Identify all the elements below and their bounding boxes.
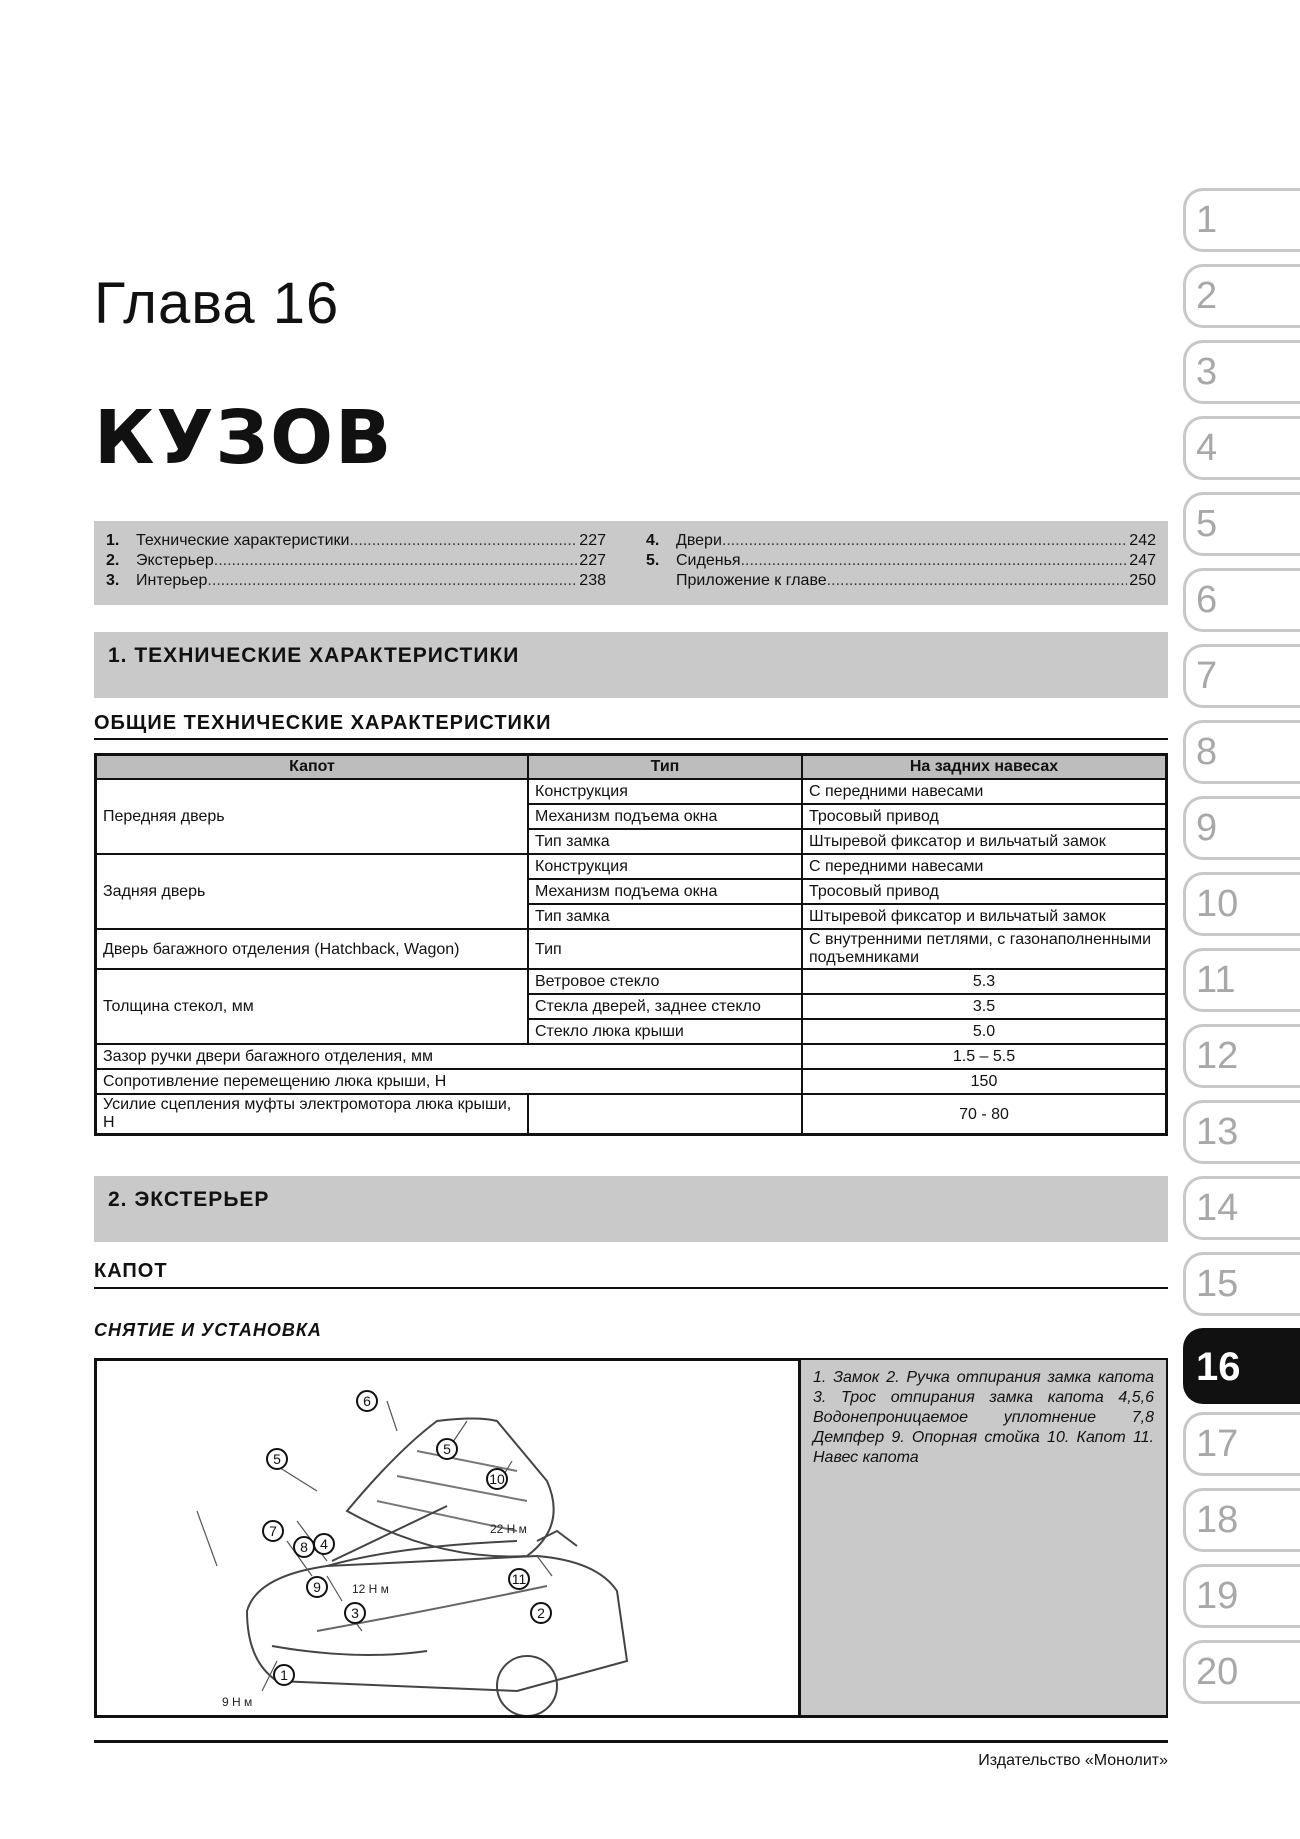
tab-12[interactable]: 12: [1183, 1024, 1300, 1088]
divider: [94, 738, 1168, 740]
toc-item[interactable]: [646, 551, 1156, 571]
table-cell: 5.0: [802, 1019, 1167, 1044]
table-cell: Стекла дверей, заднее стекло: [528, 994, 802, 1019]
tab-6[interactable]: 6: [1183, 568, 1300, 632]
row-label: Сопротивление перемещению люка крыши, Н: [96, 1069, 803, 1094]
toc-num: 2.: [106, 552, 120, 569]
table-cell: Стекло люка крыши: [528, 1019, 802, 1044]
table-cell: Штыревой фиксатор и вильчатый замок: [802, 904, 1167, 929]
table-cell: Штыревой фиксатор и вильчатый замок: [802, 829, 1167, 854]
tab-2[interactable]: 2: [1183, 264, 1300, 328]
toc-name: Приложение к главе: [676, 572, 827, 589]
tab-7[interactable]: 7: [1183, 644, 1300, 708]
divider: [94, 1287, 1168, 1289]
table-cell: Тросовый привод: [802, 879, 1167, 904]
table-row: [96, 1094, 1167, 1135]
callout: [314, 1534, 334, 1554]
tab-15[interactable]: 15: [1183, 1252, 1300, 1316]
tab-11[interactable]: 11: [1183, 948, 1300, 1012]
toc-name: Экстерьер: [136, 552, 214, 569]
toc-num: [646, 571, 676, 591]
torque-label: 9 Н м: [222, 1695, 253, 1709]
subsection-subtitle: СНЯТИЕ И УСТАНОВКА: [94, 1320, 322, 1340]
svg-text:1: 1: [280, 1667, 288, 1683]
section-title: 1. ТЕХНИЧЕСКИЕ ХАРАКТЕРИСТИКИ: [108, 644, 520, 667]
svg-text:8: 8: [300, 1539, 308, 1555]
torque-label: 12 Н м: [352, 1582, 389, 1596]
callout: [487, 1469, 507, 1489]
callout: [267, 1449, 287, 1469]
table-cell: Механизм подъема окна: [528, 879, 802, 904]
chapter-title: КУЗОВ: [94, 395, 394, 481]
table-cell: Ветровое стекло: [528, 969, 802, 994]
toc-page: 238: [579, 572, 606, 589]
tab-17[interactable]: 17: [1183, 1412, 1300, 1476]
table-cell: 150: [802, 1069, 1167, 1094]
tab-10[interactable]: 10: [1183, 872, 1300, 936]
table-cell: [528, 1094, 802, 1135]
table-row: [96, 929, 1167, 969]
svg-text:10: 10: [489, 1471, 505, 1487]
table-cell: Тросовый привод: [802, 804, 1167, 829]
table-cell: Тип замка: [528, 829, 802, 854]
table-cell: С передними навесами: [802, 854, 1167, 879]
svg-text:9: 9: [313, 1579, 321, 1595]
callout: [531, 1603, 551, 1623]
section-header-exterior: [94, 1176, 1168, 1242]
toc-num: 1.: [106, 532, 120, 549]
row-label: Дверь багажного отделения (Hatchback, Wagon): [96, 929, 529, 969]
svg-text:5: 5: [443, 1441, 451, 1457]
callout: [274, 1665, 294, 1685]
tab-3[interactable]: 3: [1183, 340, 1300, 404]
toc-page: 250: [1129, 572, 1156, 589]
callout: [345, 1603, 365, 1623]
row-label: Зазор ручки двери багажного отделения, мм: [96, 1044, 803, 1069]
publisher-footer: Издательство «Монолит»: [978, 1752, 1168, 1769]
svg-text:4: 4: [320, 1536, 328, 1552]
torque-label: 22 Н м: [490, 1522, 527, 1536]
callout: [263, 1521, 283, 1541]
toc-page: 227: [579, 552, 606, 569]
toc-num: 5.: [646, 552, 660, 569]
table-row: [96, 969, 1167, 994]
hood-diagram: [97, 1361, 801, 1715]
svg-text:11: 11: [511, 1571, 527, 1587]
table-cell: Тип замка: [528, 904, 802, 929]
tab-13[interactable]: 13: [1183, 1100, 1300, 1164]
toc-item[interactable]: [106, 531, 606, 551]
table-cell: 5.3: [802, 969, 1167, 994]
subsection-title: ОБЩИЕ ТЕХНИЧЕСКИЕ ХАРАКТЕРИСТИКИ: [94, 712, 552, 734]
specs-table: [94, 753, 1168, 1136]
svg-text:7: 7: [269, 1523, 277, 1539]
svg-text:2: 2: [537, 1605, 545, 1621]
section-header-specs: [94, 632, 1168, 698]
table-cell: С внутренними петлями, с газонаполненными подъемниками: [802, 929, 1167, 969]
table-cell: 70 - 80: [802, 1094, 1167, 1135]
table-cell: Тип: [528, 929, 802, 969]
row-label: Передняя дверь: [96, 779, 529, 854]
callout: [307, 1577, 327, 1597]
footer-divider: [94, 1740, 1168, 1743]
figure-caption: 1. Замок 2. Ручка отпирания замка капота 3. Трос отпирания замка капота 4,5,6 Водонепроницаемое уплотнение 7,8 Демпфер 9. Опорная стойка 10. Капот 11. Навес капота: [798, 1360, 1166, 1715]
tab-19[interactable]: 19: [1183, 1564, 1300, 1628]
tab-4[interactable]: 4: [1183, 416, 1300, 480]
tab-5[interactable]: 5: [1183, 492, 1300, 556]
wheel: [497, 1656, 557, 1715]
row-label: Толщина стекол, мм: [96, 969, 529, 1044]
toc-item[interactable]: [646, 531, 1156, 551]
callout: [357, 1391, 377, 1411]
hinge: [537, 1531, 577, 1546]
toc-name: Интерьер: [136, 572, 208, 589]
toc-num: 3.: [106, 572, 120, 589]
svg-text:3: 3: [351, 1605, 359, 1621]
column-header: Тип: [528, 755, 802, 780]
table-row: [96, 779, 1167, 804]
row-label: Задняя дверь: [96, 854, 529, 929]
toc-page: 242: [1129, 532, 1156, 549]
svg-text:6: 6: [363, 1393, 371, 1409]
table-cell: 3.5: [802, 994, 1167, 1019]
tab-18[interactable]: 18: [1183, 1488, 1300, 1552]
table-cell: 1.5 – 5.5: [802, 1044, 1167, 1069]
section-title: 2. ЭКСТЕРЬЕР: [108, 1188, 270, 1211]
table-cell: С передними навесами: [802, 779, 1167, 804]
tab-16[interactable]: 16: [1183, 1328, 1300, 1404]
toc-num: 4.: [646, 532, 660, 549]
subsection-title: КАПОТ: [94, 1260, 168, 1282]
tab-8[interactable]: 8: [1183, 720, 1300, 784]
tab-9[interactable]: 9: [1183, 796, 1300, 860]
table-header-row: [96, 755, 1167, 780]
column-header: Капот: [96, 755, 529, 780]
toc-name: Сиденья: [676, 552, 741, 569]
table-row: [96, 1069, 1167, 1094]
tab-14[interactable]: 14: [1183, 1176, 1300, 1240]
chapter-label: Глава 16: [94, 271, 340, 336]
toc-item[interactable]: [106, 551, 606, 571]
chapter-toc: [94, 521, 1168, 605]
toc-name: Технические характеристики: [136, 532, 350, 549]
callout: [437, 1439, 457, 1459]
column-header: На задних навесах: [802, 755, 1167, 780]
table-row: [96, 854, 1167, 879]
tab-20[interactable]: 20: [1183, 1640, 1300, 1704]
callout: [509, 1569, 529, 1589]
tab-1[interactable]: 1: [1183, 188, 1300, 252]
table-row: [96, 1044, 1167, 1069]
bumper-line: [272, 1646, 427, 1655]
toc-item[interactable]: [646, 571, 1156, 591]
toc-page: 227: [579, 532, 606, 549]
car-body-outline: [247, 1556, 627, 1691]
table-cell: Механизм подъема окна: [528, 804, 802, 829]
svg-text:5: 5: [273, 1451, 281, 1467]
toc-item[interactable]: [106, 571, 606, 591]
toc-name: Двери: [676, 532, 722, 549]
table-cell: Конструкция: [528, 779, 802, 804]
toc-page: 247: [1129, 552, 1156, 569]
row-label: Усилие сцепления муфты электромотора люка крыши, Н: [96, 1094, 529, 1135]
callout: [294, 1537, 314, 1557]
table-cell: Конструкция: [528, 854, 802, 879]
